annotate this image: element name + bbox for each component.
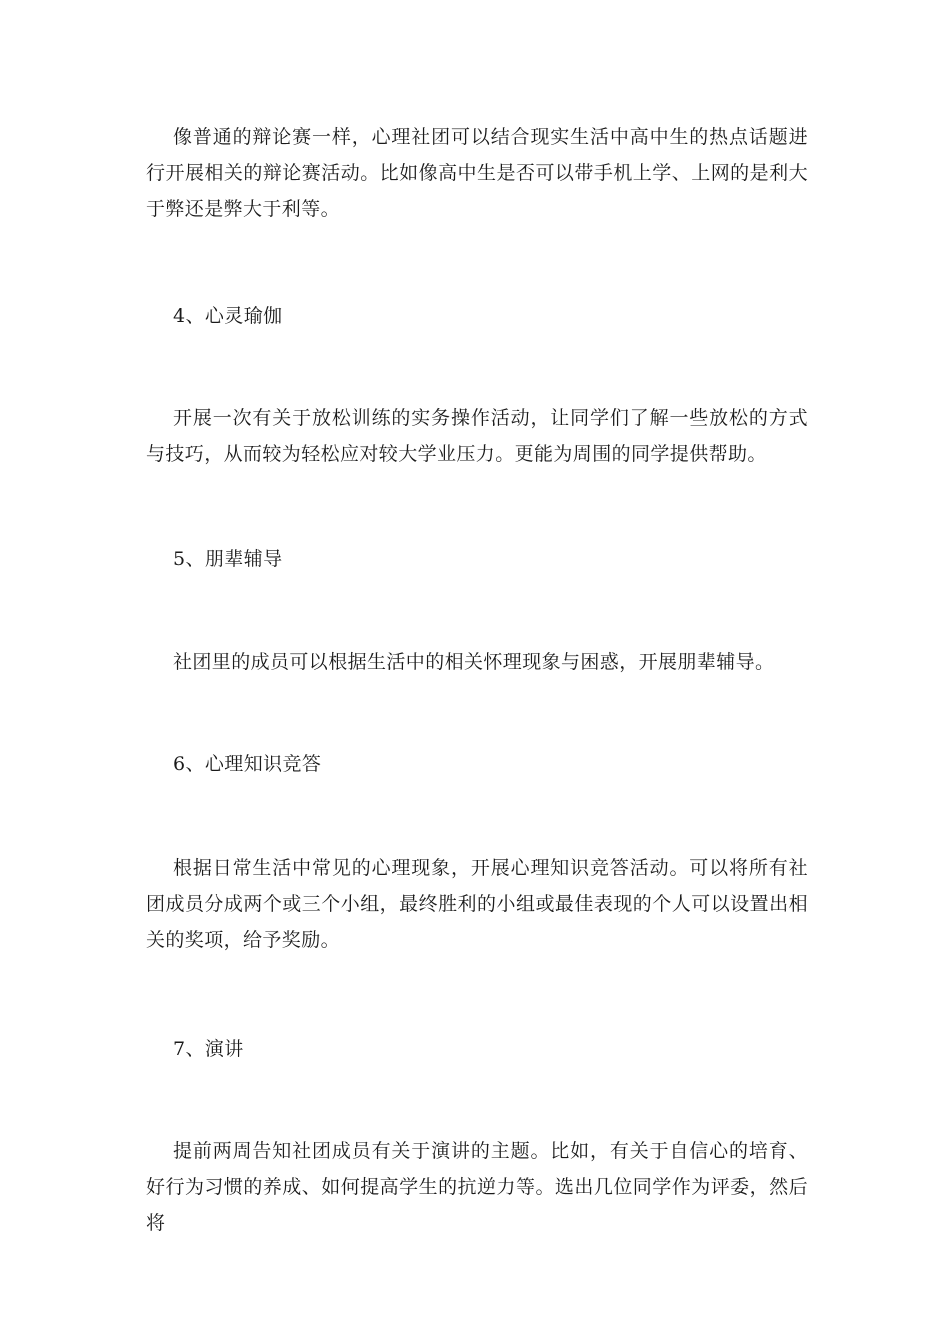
- paragraph-peer-counseling: 社团里的成员可以根据生活中的相关怀理现象与困惑，开展朋辈辅导。: [173, 651, 775, 673]
- paragraph-speech: 提前两周告知社团成员有关于演讲的主题。比如，有关于自信心的培育、好行为习惯的养成、如何提高学生的抗逆力等。选出几位同学作为评委，然后将: [146, 1140, 808, 1234]
- heading-peer-counseling: 5、朋辈辅导: [173, 548, 283, 570]
- paragraph-mind-yoga: 开展一次有关于放松训练的实务操作活动，让同学们了解一些放松的方式与技巧，从而较为轻松应对较大学业压力。更能为周围的同学提供帮助。: [146, 407, 808, 465]
- heading-knowledge-quiz: 6、心理知识竞答: [173, 753, 322, 775]
- paragraph-knowledge-quiz: 根据日常生活中常见的心理现象，开展心理知识竞答活动。可以将所有社团成员分成两个或三个小组，最终胜利的小组或最佳表现的个人可以设置出相关的奖项，给予奖励。: [146, 857, 808, 951]
- paragraph-debate: 像普通的辩论赛一样，心理社团可以结合现实生活中高中生的热点话题进行开展相关的辩论赛活动。比如像高中生是否可以带手机上学、上网的是利大于弊还是弊大于利等。: [146, 126, 808, 220]
- heading-speech: 7、演讲: [173, 1038, 244, 1060]
- heading-mind-yoga: 4、心灵瑜伽: [173, 305, 283, 327]
